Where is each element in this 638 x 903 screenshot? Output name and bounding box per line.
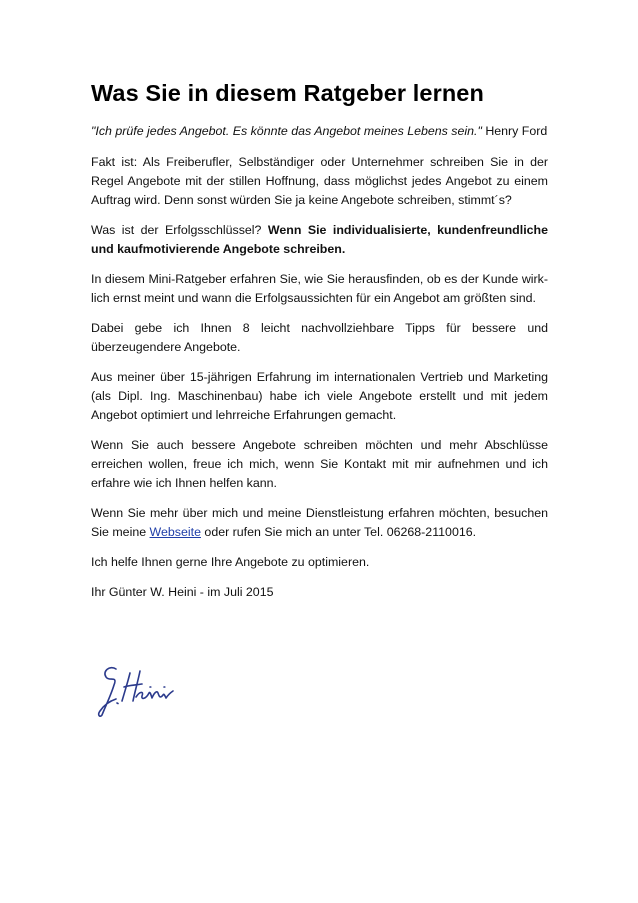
signature-stroke-h2: [124, 671, 142, 701]
webseite-link[interactable]: Webseite: [149, 525, 201, 539]
paragraph-bold-statement: Wenn Sie individualisierte, kundenfreundliche und kaufmotivierende Angebote schreiben.: [91, 223, 548, 256]
closing-line: Ihr Günter W. Heini - im Juli 2015: [91, 585, 274, 599]
quote-text: "Ich prüfe jedes Angebot. Es könnte das Angebot meines Lebens sein.": [91, 124, 482, 138]
signature-icon: [94, 663, 178, 719]
quote-paragraph: [91, 122, 548, 141]
paragraph-fakt: Fakt ist: Als Freiberufler, Selbständiger oder Unternehmer schreiben Sie in der Regel Angebote mit der stillen Hoffnung, dass möglichst jedes Angebot zu einem Auftrag wird. Denn sonst würden Sie ja keine Angebote schreiben, stimmt´s?: [91, 155, 548, 207]
paragraph-lead: Was ist der Erfolgsschlüssel?: [91, 223, 268, 237]
page-title: Was Sie in diesem Ratgeber lernen: [91, 80, 484, 106]
paragraph-erfolgsschluessel: [91, 221, 548, 259]
paragraph-mini-ratgeber: In diesem Mini-Ratgeber erfahren Sie, wie Sie herausfinden, ob es der Kunde wirk-lich ernst meint und wann die Erfolgsaussichten für ein Angebot am größten sind.: [91, 272, 548, 305]
paragraph-tipps: Dabei gebe ich Ihnen 8 leicht nachvollziehbare Tipps für bessere und überzeugendere Angebote.: [91, 321, 548, 354]
signature-stroke-g: [99, 668, 116, 717]
paragraph-webseite: [91, 504, 548, 542]
signature-stroke-dot: [117, 703, 118, 704]
signature-stroke-eini: [136, 691, 173, 698]
paragraph-erfahrung: Aus meiner über 15-jährigen Erfahrung im internationalen Vertrieb und Marketing (als Dipl. Ing. Maschinenbau) habe ich viele Angebote erstellt und mit jedem Angebot optimiert und lehrreiche Erfahrungen gemacht.: [91, 370, 548, 422]
paragraph-kontakt: Wenn Sie auch bessere Angebote schreiben möchten und mehr Abschlüsse erreichen wollen, freue ich mich, wenn Sie Kontakt mit mir aufnehmen und ich erfahre wie ich Ihnen helfen kann.: [91, 438, 548, 490]
paragraph-webseite-after: oder rufen Sie mich an unter Tel. 06268-2110016.: [200, 525, 477, 539]
paragraph-optimieren: Ich helfe Ihnen gerne Ihre Angebote zu optimieren.: [91, 555, 370, 569]
document-page: [91, 78, 548, 613]
paragraph-webseite-before: Wenn Sie mehr über mich und meine Dienstleistung erfahren möchten, besuchen Sie meine: [91, 506, 548, 539]
quote-author: Henry Ford: [481, 124, 548, 138]
